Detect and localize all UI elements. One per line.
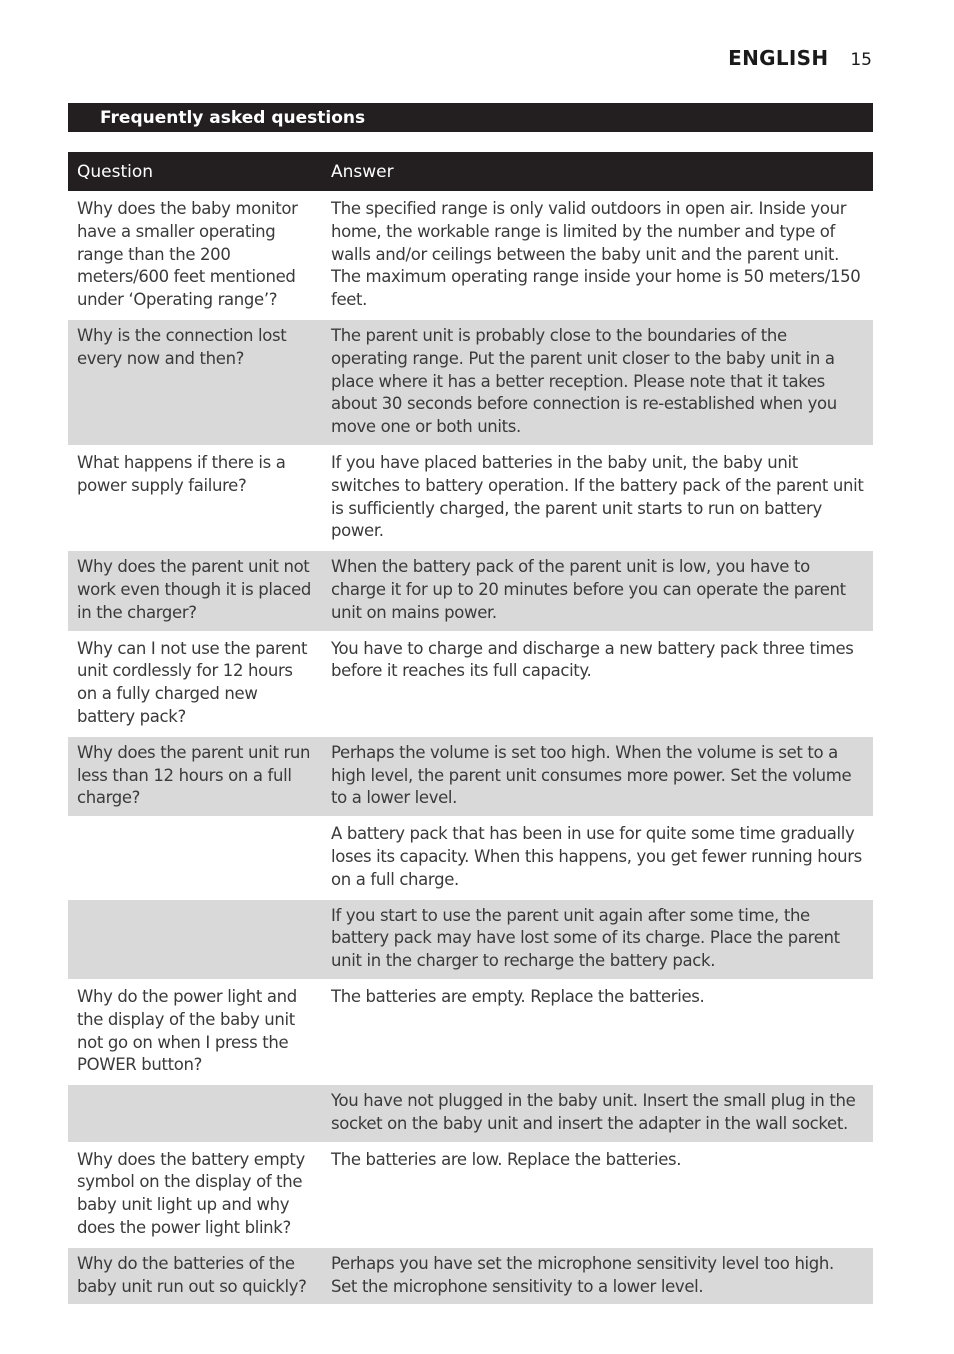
table-row bbox=[68, 192, 873, 319]
table-row bbox=[68, 1247, 873, 1305]
section-title-bar bbox=[68, 103, 873, 132]
table-row bbox=[68, 1084, 873, 1143]
page-number: 15 bbox=[850, 50, 872, 70]
answer-cell: The batteries are empty. Replace the batteries. bbox=[331, 986, 705, 1006]
table-row bbox=[68, 550, 873, 631]
column-header-question: Question bbox=[68, 152, 322, 192]
question-cell: Why is the connection lost every now and then? bbox=[68, 319, 322, 446]
question-cell: What happens if there is a power supply failure? bbox=[77, 452, 286, 495]
table-row bbox=[68, 899, 873, 980]
table-row bbox=[68, 736, 873, 817]
question-cell: Why do the batteries of the baby unit run out so quickly? bbox=[68, 1247, 322, 1305]
column-header-answer: Answer bbox=[322, 152, 873, 192]
question-cell: Why does the parent unit run less than 12 hours on a full charge? bbox=[68, 736, 322, 817]
question-cell bbox=[68, 899, 322, 980]
answer-cell: Perhaps the volume is set too high. When the volume is set to a high level, the parent unit consumes more power. Set the volume to a lower level. bbox=[322, 736, 873, 817]
page-header bbox=[728, 46, 872, 70]
answer-cell: You have not plugged in the baby unit. Insert the small plug in the socket on the baby unit and insert the adapter in the wall socket. bbox=[322, 1084, 873, 1143]
answer-cell: Perhaps you have set the microphone sensitivity level too high. Set the microphone sensitivity to a lower level. bbox=[322, 1247, 873, 1305]
table-row bbox=[68, 1143, 873, 1247]
language-label: ENGLISH bbox=[728, 46, 829, 70]
question-cell bbox=[68, 1084, 322, 1143]
faq-table bbox=[68, 152, 873, 1304]
question-cell: Why do the power light and the display of the baby unit not go on when I press the POWER button? bbox=[77, 986, 297, 1075]
table-row bbox=[68, 319, 873, 446]
table-row bbox=[68, 980, 873, 1084]
answer-cell: A battery pack that has been in use for quite some time gradually loses its capacity. When this happens, you get fewer running hours on a full charge. bbox=[331, 824, 862, 889]
answer-cell: The specified range is only valid outdoors in open air. Inside your home, the workable range is limited by the number and type of walls and/or ceilings between the baby unit and the parent unit. The maximum operating range inside your home is 50 meters/150 feet. bbox=[331, 199, 861, 310]
question-cell: Why does the battery empty symbol on the display of the baby unit light up and why does the power light blink? bbox=[77, 1149, 305, 1238]
answer-cell: The batteries are low. Replace the batteries. bbox=[331, 1149, 682, 1169]
answer-cell: If you have placed batteries in the baby unit, the baby unit switches to battery operation. If the battery pack of the parent unit is sufficiently charged, the parent unit starts to run on battery power. bbox=[331, 452, 864, 541]
section-title: Frequently asked questions bbox=[100, 108, 366, 128]
question-cell: Why does the baby monitor have a smaller operating range than the 200 meters/600 feet mentioned under ‘Operating range’? bbox=[77, 199, 298, 310]
answer-cell: When the battery pack of the parent unit is low, you have to charge it for up to 20 minutes before you can operate the parent unit on mains power. bbox=[322, 550, 873, 631]
table-header-row bbox=[68, 152, 873, 192]
table-row bbox=[68, 446, 873, 550]
answer-cell: The parent unit is probably close to the boundaries of the operating range. Put the parent unit closer to the baby unit in a place where it has a better reception. Please note that it takes about 30 seconds before connection is re-established when you move one or both units. bbox=[322, 319, 873, 446]
answer-cell: You have to charge and discharge a new battery pack three times before it reaches its full capacity. bbox=[331, 638, 854, 681]
answer-cell: If you start to use the parent unit again after some time, the battery pack may have lost some of its charge. Place the parent unit in the charger to recharge the battery pack. bbox=[322, 899, 873, 980]
table-row bbox=[68, 817, 873, 898]
question-cell: Why can I not use the parent unit cordlessly for 12 hours on a fully charged new battery pack? bbox=[77, 638, 308, 726]
question-cell bbox=[68, 817, 322, 898]
table-row bbox=[68, 632, 873, 736]
question-cell: Why does the parent unit not work even though it is placed in the charger? bbox=[68, 550, 322, 631]
